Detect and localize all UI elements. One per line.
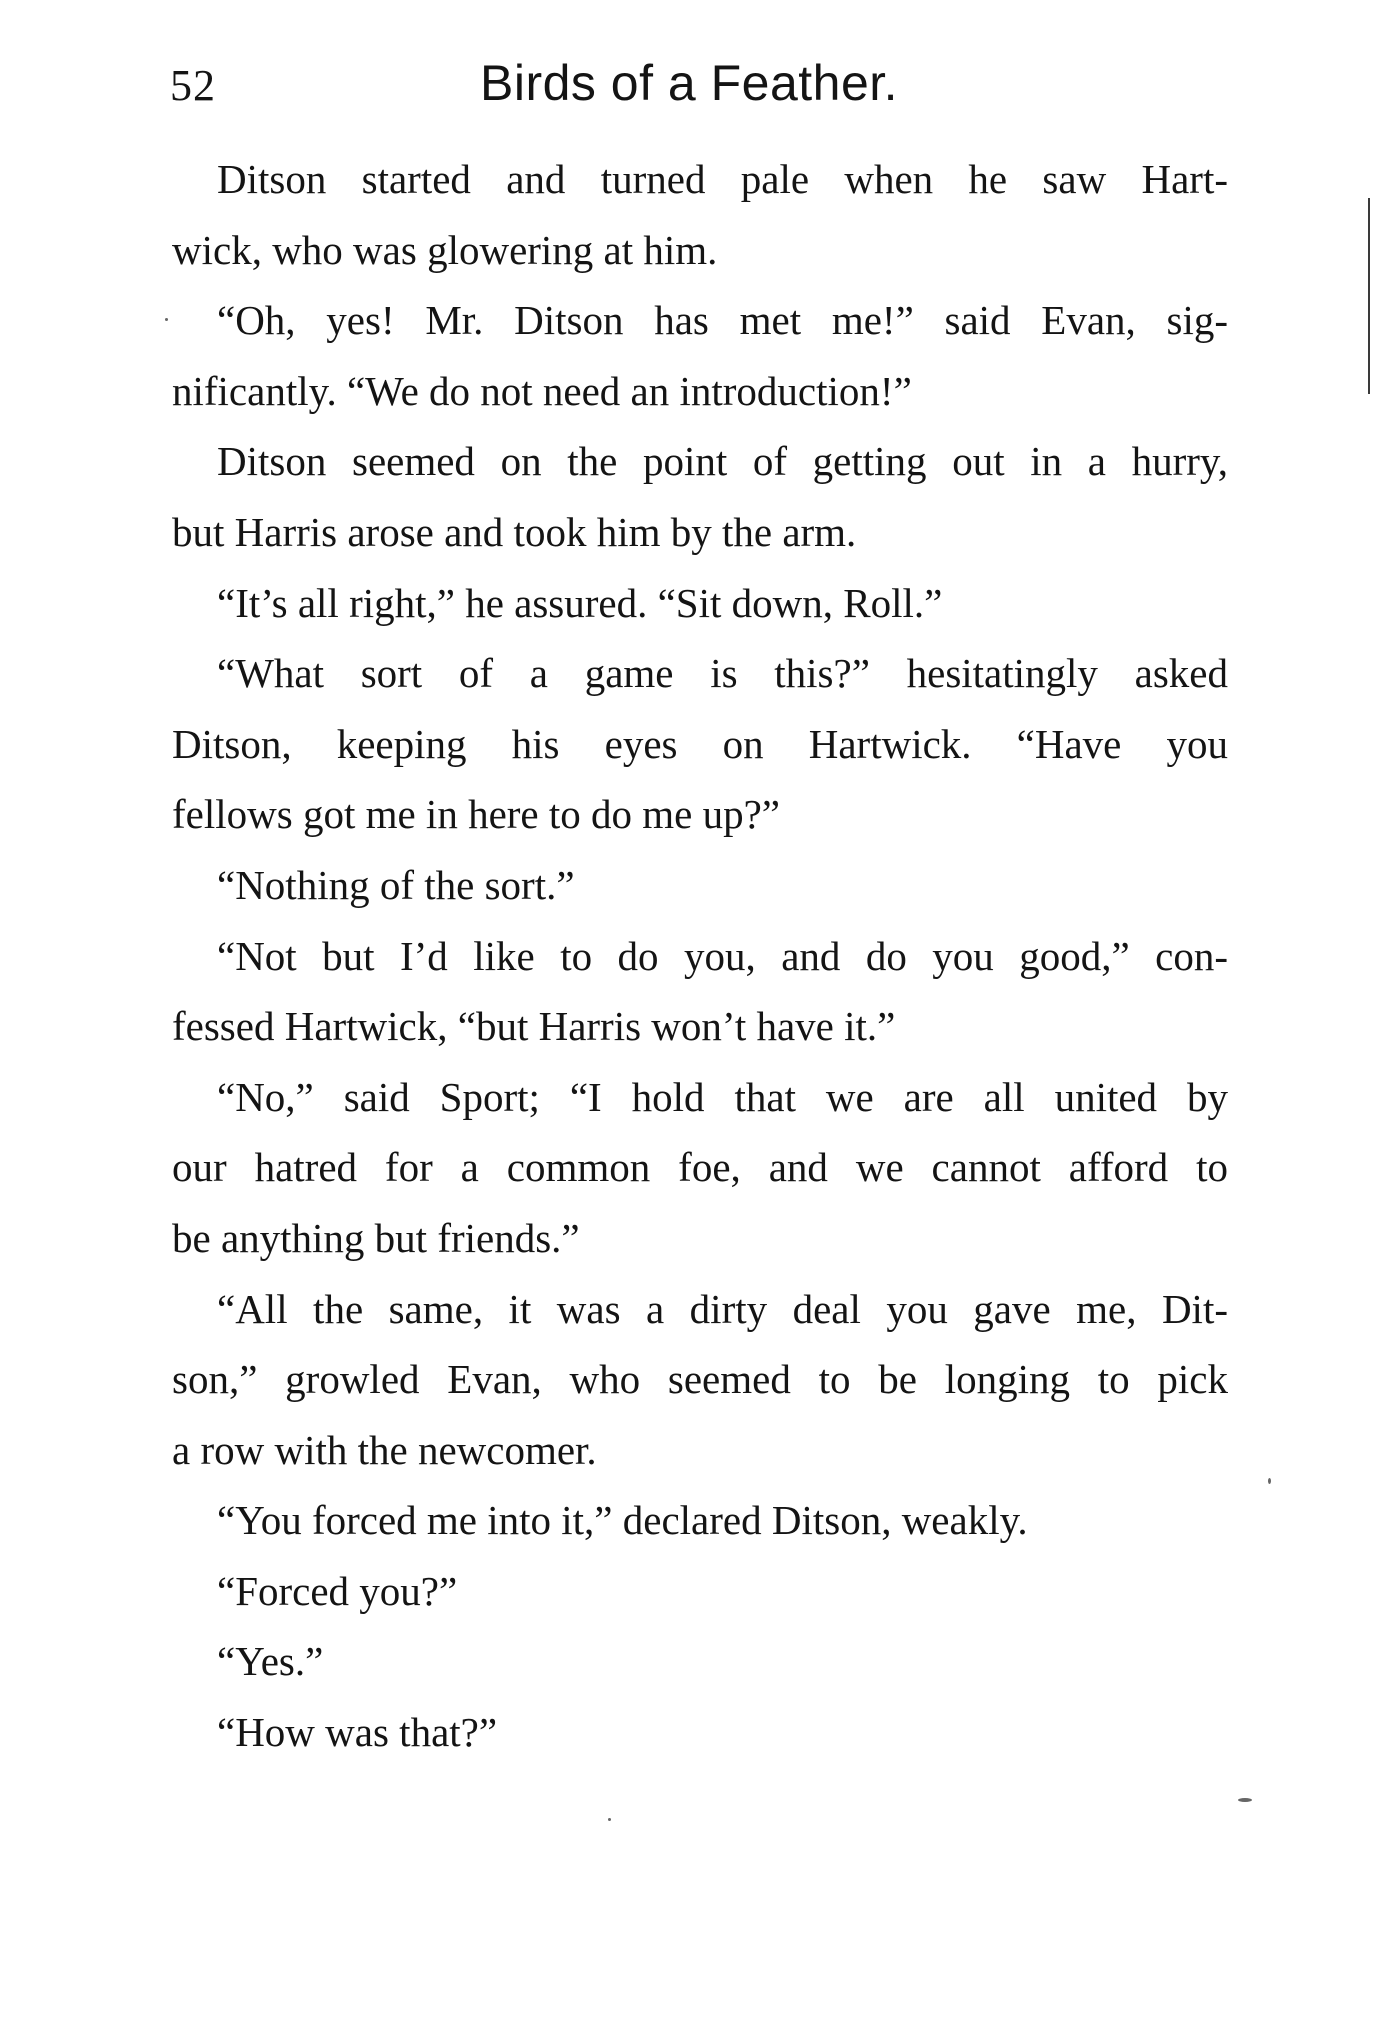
scan-speck [1268,1478,1271,1484]
text-line: a row with the newcomer. [172,1426,597,1473]
text-line: our hatred for a common foe, and we cannot afford to [172,1144,1228,1191]
text-line: “Not but I’d like to do you, and do you good,” con- [217,932,1228,979]
text-line: “Yes.” [217,1638,324,1685]
text-line: be anything but friends.” [172,1214,580,1261]
scan-speck [608,1818,611,1821]
text-line: fellows got me in here to do me up?” [172,791,780,838]
text-line: fessed Hartwick, “but Harris won’t have it.” [172,1003,896,1050]
text-line: Ditson started and turned pale when he saw Hart- [217,156,1228,202]
text-line: nificantly. “We do not need an introduction!” [172,367,912,414]
page-number: 52 [170,61,216,110]
text-line: Ditson seemed on the point of getting out in a hurry, [217,438,1228,485]
text-line: son,” growled Evan, who seemed to be longing to pick [172,1356,1228,1403]
scan-speck [165,318,168,321]
text-line: wick, who was glowering at him. [172,226,718,273]
text-line: “Oh, yes! Mr. Ditson has met me!” said Evan, sig- [217,297,1228,344]
running-title: Birds of a Feather. [480,55,899,111]
text-line: “It’s all right,” he assured. “Sit down, Roll.” [217,579,943,626]
text-line: “What sort of a game is this?” hesitatingly asked [217,650,1228,697]
text-line: “You forced me into it,” declared Ditson, weakly. [217,1497,1028,1544]
text-line: “Forced you?” [217,1567,458,1614]
text-line: Ditson, keeping his eyes on Hartwick. “Have you [172,720,1228,767]
scan-edge-line [1368,198,1370,394]
text-line: “How was that?” [217,1709,498,1756]
text-line: “All the same, it was a dirty deal you gave me, Dit- [217,1285,1228,1332]
text-line: “No,” said Sport; “I hold that we are all united by [217,1073,1228,1120]
text-line: “Nothing of the sort.” [217,861,575,908]
body-text [172,144,1228,1768]
text-line: but Harris arose and took him by the arm. [172,508,857,555]
scan-speck [1238,1798,1252,1802]
